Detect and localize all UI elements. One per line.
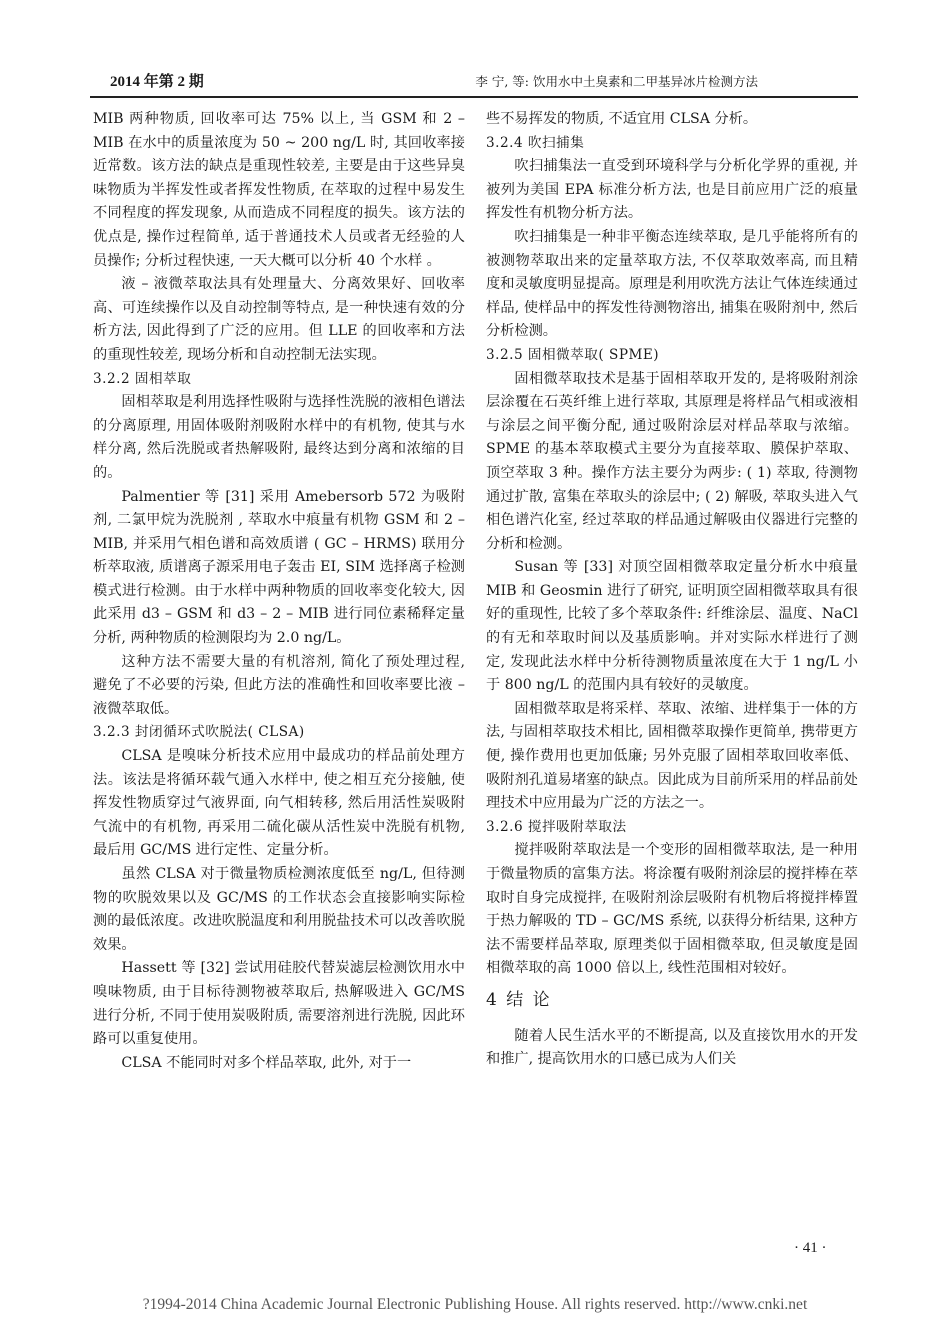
subsection-heading: 3.2.6 搅拌吸附萃取法 [486, 818, 627, 835]
subsection-heading: 3.2.2 固相萃取 [93, 370, 192, 387]
paragraph: 吹扫捕集法一直受到环境科学与分析化学界的重视, 并被列为美国 EPA 标准分析方法, 也是目前应用广泛的痕量挥发性有机物分析方法。 [486, 158, 858, 222]
journal-issue: 2014 年第 2 期 [110, 74, 204, 90]
paragraph: CLSA 不能同时对多个样品萃取, 此外, 对于一 [121, 1054, 412, 1071]
paragraph: 吹扫捕集是一种非平衡态连续萃取, 是几乎能将所有的被测物萃取出来的定量萃取方法, 不仅萃取效率高, 而且精度和灵敏度明显提高。原理是利用吹洗方法让气体连续通过样品, 使样品中的挥发性待测物溶出, 捕集在吸附剂中, 然后分析检测。 [486, 228, 858, 340]
copyright-footer: ?1994-2014 China Academic Journal Electronic Publishing House. All rights reserved. http://www.cnki.net [142, 1296, 808, 1313]
paragraph: 液 – 液微萃取法具有处理量大、分离效果好、回收率高、可连续操作以及自动控制等特点, 是一种快速有效的分析方法, 因此得到了广泛的应用。但 LLE 的回收率和方法的重现性较差, 现场分析和自动控制无法实现。 [93, 276, 465, 363]
paragraph: Palmentier 等 [31] 采用 Amebersorb 572 为吸附剂, 二氯甲烷为洗脱剂 , 萃取水中痕量有机物 GSM 和 2 – MIB, 并采用气相色谱和高效质谱 ( GC – HRMS) 联用分析萃取液, 质谱离子源采用电子轰击 EI, SIM 选择离子检测模式进行检测。由于水样中两种物质的回收率变化较大, 因此采用 d3 – GSM 和 d3 – 2 – MIB 进行同位素稀释定量分析, 两种物质的检测限均为 2.0 ng/L。 [93, 488, 465, 647]
paragraph: MIB 两种物质, 回收率可达 75% 以上, 当 GSM 和 2 – MIB 在水中的质量浓度为 50 ~ 200 ng/L 时, 其回收率接近常数。该方法的缺点是重现性较差, 主要是由于这些异臭味物质为半挥发性或者挥发性物质, 在萃取的过程中易发生不同程度的挥发现象, 从而造成不同程度的损失。该方法的优点是, 操作过程简单, 适于普通技术人员或者无经验的人员操作; 分析过程快速, 一天大概可以分析 40 个水样 。 [93, 111, 465, 269]
page-number: · 41 · [794, 1240, 827, 1256]
left-column [93, 108, 465, 1075]
running-title: 李 宁, 等: 饮用水中土臭素和二甲基异冰片检测方法 [475, 74, 758, 89]
subsection-heading: 3.2.3 封闭循环式吹脱法( CLSA) [93, 724, 305, 741]
running-header [90, 66, 858, 96]
paragraph: Susan 等 [33] 对顶空固相微萃取定量分析水中痕量 MIB 和 Geosmin 进行了研究, 证明顶空固相微萃取具有很好的重现性, 比较了多个萃取条件: 纤维涂层、温度、NaCl 的有无和萃取时间以及基质影响。并对实际水样进行了测定, 发现此法水样中分析待测物质量浓度在大于 1 ng/L 小于 800 ng/L 的范围内具有较好的灵敏度。 [486, 559, 858, 694]
right-column [486, 108, 858, 1072]
paragraph: 固相微萃取是将采样、萃取、浓缩、进样集于一体的方法, 与固相萃取技术相比, 固相微萃取操作更简单, 携带更方便, 操作费用也更加低廉; 另外克服了固相萃取回收率低、吸附剂孔道易堵塞的缺点。因此成为目前所采用的样品前处理技术中应用最为广泛的方法之一。 [486, 700, 858, 812]
subsection-heading: 3.2.4 吹扫捕集 [486, 134, 585, 151]
paragraph: 固相微萃取技术是基于固相萃取开发的, 是将吸附剂涂层涂覆在石英纤维上进行萃取, 其原理是将样品气相或液相与涂层之间平衡分配, 通过吸附涂层对样品萃取与浓缩。SPME 的基本萃取模式主要分为直接萃取、膜保护萃取、顶空萃取 3 种。操作方法主要分为两步: ( 1) 萃取, 待测物通过扩散, 富集在萃取头的涂层中; ( 2) 解吸, 萃取头进入气相色谱汽化室, 经过萃取的样品通过解吸由仪器进行完整的分析和检测。 [486, 370, 858, 552]
paragraph: 虽然 CLSA 对于微量物质检测浓度低至 ng/L, 但待测物的吹脱效果以及 GC/MS 的工作状态会直接影响实际检测的最低浓度。改进吹脱温度和利用脱盐技术可以改善吹脱效果。 [93, 866, 465, 953]
paragraph: CLSA 是嗅味分析技术应用中最成功的样品前处理方法。该法是将循环载气通入水样中, 使之相互充分接触, 使挥发性物质穿过气液界面, 向气相转移, 然后用活性炭吸附气流中的有机物, 再采用二硫化碳从活性炭中洗脱有机物, 最后用 GC/MS 进行定性、定量分析。 [93, 748, 465, 859]
paragraph: 这种方法不需要大量的有机溶剂, 简化了预处理过程, 避免了不必要的污染, 但此方法的准确性和回收率要比液 – 液微萃取低。 [93, 653, 465, 717]
paragraph: 些不易挥发的物质, 不适宜用 CLSA 分析。 [486, 111, 758, 127]
header-rule [90, 96, 858, 98]
paragraph: Hassett 等 [32] 尝试用硅胶代替炭滤层检测饮用水中嗅味物质, 由于目标待测物被萃取后, 热解吸进入 GC/MS 进行分析, 不同于使用炭吸附质, 需要溶剂进行洗脱, 因此环路可以重复使用。 [93, 960, 465, 1048]
paragraph: 随着人民生活水平的不断提高, 以及直接饮用水的开发和推广, 提高饮用水的口感已成为人们关 [486, 1027, 858, 1068]
section-heading: 4 结 论 [486, 989, 552, 1010]
paragraph: 搅拌吸附萃取法是一个变形的固相微萃取法, 是一种用于微量物质的富集方法。将涂覆有吸附剂涂层的搅拌棒在萃取时自身完成搅拌, 在吸附剂涂层吸附有机物后将搅拌棒置于热力解吸的 TD – GC/MS 系统, 以获得分析结果, 这种方法不需要样品萃取, 原理类似于固相微萃取, 但灵敏度是固相微萃取的高 1000 倍以上, 线性范围相对较好。 [486, 842, 858, 977]
paragraph: 固相萃取是利用选择性吸附与选择性洗脱的液相色谱法的分离原理, 用固体吸附剂吸附水样中的有机物, 使其与水样分离, 然后洗脱或者热解吸附, 最终达到分离和浓缩的目的。 [93, 394, 465, 481]
subsection-heading: 3.2.5 固相微萃取( SPME) [486, 346, 660, 363]
